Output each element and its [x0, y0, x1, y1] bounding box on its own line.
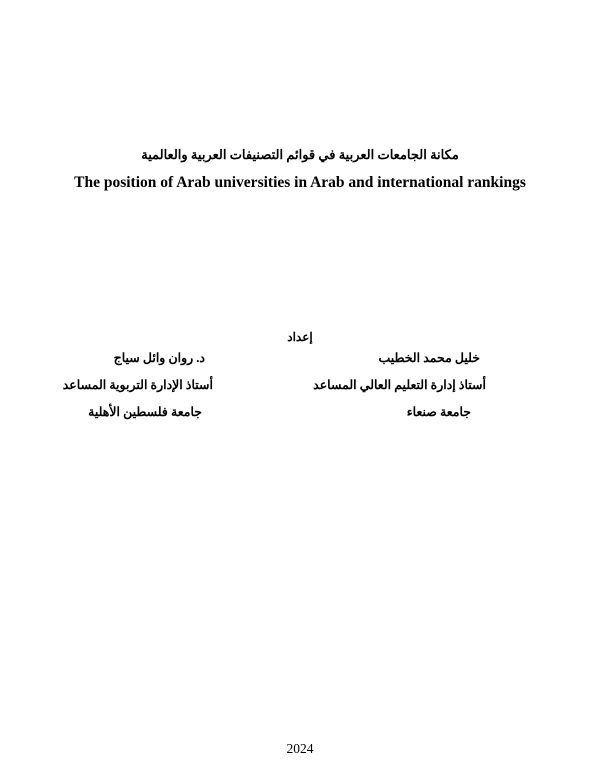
author-organization: جامعة فلسطين الأهلية	[88, 405, 202, 419]
author-name: د. روان وائل سياج	[113, 351, 205, 365]
author-organization: جامعة صنعاء	[406, 405, 471, 419]
author-name: خليل محمد الخطيب	[378, 351, 480, 365]
title-arabic: مكانة الجامعات العربية في قوائم التصنيفات العربية والعالمية	[141, 147, 459, 162]
author-block-second	[60, 350, 213, 430]
title-english: The position of Arab universities in Arab and international rankings	[74, 174, 526, 191]
prepared-by-label: إعداد	[287, 330, 313, 344]
author-block-first	[300, 350, 486, 430]
author-role: أستاذ إدارة التعليم العالي المساعد	[313, 378, 486, 392]
author-role: أستاذ الإدارة التربوية المساعد	[62, 378, 213, 392]
publication-year: 2024	[286, 741, 314, 756]
